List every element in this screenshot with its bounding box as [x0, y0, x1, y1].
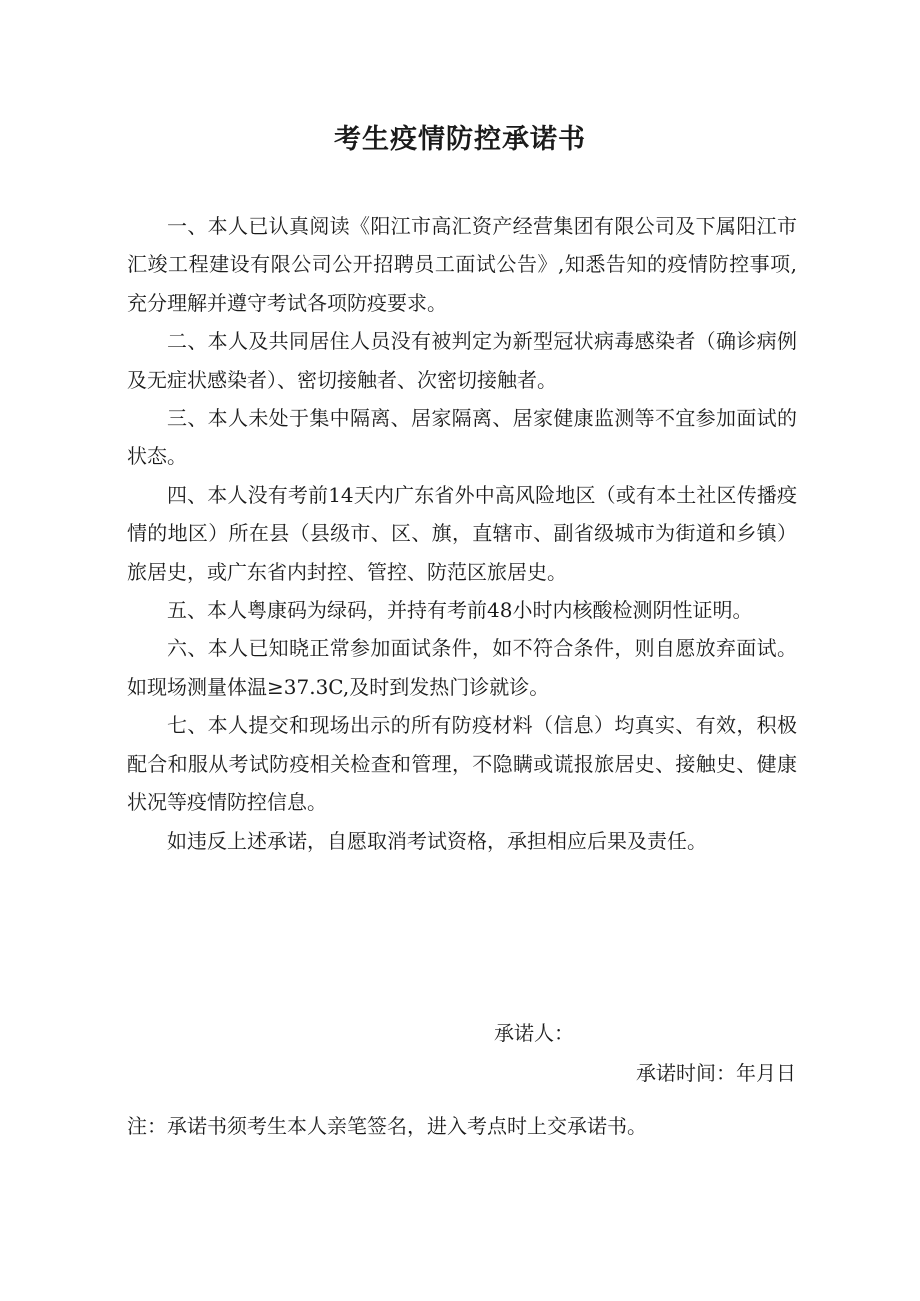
clause-3: 三、本人未处于集中隔离、居家隔离、居家健康监测等不宜参加面试的状态。: [127, 406, 797, 469]
clause-2: 二、本人及共同居住人员没有被判定为新型冠状病毒感染者（确诊病例及无症状感染者）、密切接触者、次密切接触者。: [127, 329, 797, 392]
clause-7: 七、本人提交和现场出示的所有防疫材料（信息）均真实、有效，积极配合和服从考试防疫相关检查和管理，不隐瞒或谎报旅居史、接触史、健康状况等疫情防控信息。: [127, 713, 797, 815]
date-label: 承诺时间：年月日: [636, 1061, 796, 1085]
document-body: [127, 207, 797, 860]
violation-statement: 如违反上述承诺，自愿取消考试资格，承担相应后果及责任。: [167, 828, 707, 853]
footnote: 注：承诺书须考生本人亲笔签名，进入考点时上交承诺书。: [127, 1114, 647, 1138]
clause-6: 六、本人已知晓正常参加面试条件，如不符合条件，则自愿放弃面试。如现场测量体温≥37.3C,及时到发热门诊就诊。: [127, 636, 797, 699]
document-title: 考生疫情防控承诺书: [334, 124, 586, 155]
clause-4: 四、本人没有考前14天内广东省外中高风险地区（或有本土社区传播疫情的地区）所在县（县级市、区、旗，直辖市、副省级城市为街道和乡镇）旅居史，或广东省内封控、管控、防范区旅居史。: [127, 482, 797, 584]
clause-5: 五、本人粤康码为绿码，并持有考前48小时内核酸检测阴性证明。: [167, 598, 753, 623]
clause-1: 一、本人已认真阅读《阳江市高汇资产经营集团有限公司及下属阳江市汇竣工程建设有限公司公开招聘员工面试公告》,知悉告知的疫情防控事项,充分理解并遵守考试各项防疫要求。: [127, 214, 797, 315]
signer-label: 承诺人：: [494, 1021, 574, 1045]
